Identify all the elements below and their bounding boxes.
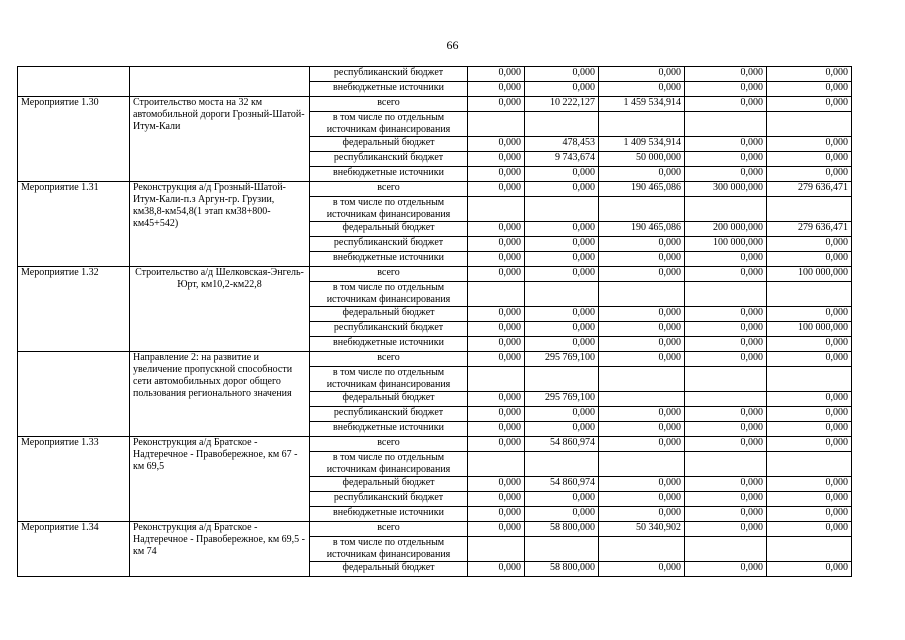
funding-source-cell: внебюджетные источники	[310, 82, 468, 97]
value-cell: 0,000	[767, 252, 852, 267]
value-cell: 0,000	[468, 407, 525, 422]
value-cell: 0,000	[599, 407, 685, 422]
value-cell: 0,000	[685, 562, 767, 577]
value-cell: 0,000	[685, 422, 767, 437]
value-cell	[767, 197, 852, 222]
funding-source-cell: республиканский бюджет	[310, 322, 468, 337]
value-cell	[525, 112, 599, 137]
value-cell: 0,000	[468, 222, 525, 237]
funding-source-cell: в том числе по отдельным источникам финансирования	[310, 197, 468, 222]
value-cell: 0,000	[685, 522, 767, 537]
value-cell: 0,000	[599, 562, 685, 577]
value-cell	[685, 392, 767, 407]
value-cell: 279 636,471	[767, 222, 852, 237]
value-cell: 200 000,000	[685, 222, 767, 237]
value-cell: 0,000	[468, 562, 525, 577]
value-cell: 58 800,000	[525, 522, 599, 537]
funding-source-cell: в том числе по отдельным источникам финансирования	[310, 282, 468, 307]
funding-source-cell: внебюджетные источники	[310, 422, 468, 437]
funding-source-cell: внебюджетные источники	[310, 252, 468, 267]
value-cell: 0,000	[685, 82, 767, 97]
value-cell: 0,000	[468, 67, 525, 82]
value-cell: 0,000	[685, 352, 767, 367]
page-number: 66	[446, 38, 459, 52]
value-cell: 54 860,974	[525, 477, 599, 492]
value-cell: 0,000	[468, 307, 525, 322]
value-cell: 0,000	[468, 152, 525, 167]
value-cell: 0,000	[468, 437, 525, 452]
funding-source-cell: всего	[310, 352, 468, 367]
budget-table	[17, 66, 852, 577]
value-cell: 100 000,000	[767, 322, 852, 337]
funding-source-cell: всего	[310, 182, 468, 197]
measure-cell: Мероприятие 1.34	[18, 522, 130, 577]
value-cell: 0,000	[767, 67, 852, 82]
value-cell: 0,000	[525, 307, 599, 322]
value-cell: 0,000	[685, 137, 767, 152]
funding-source-cell: федеральный бюджет	[310, 562, 468, 577]
funding-source-cell: федеральный бюджет	[310, 477, 468, 492]
value-cell: 0,000	[685, 337, 767, 352]
value-cell: 0,000	[525, 67, 599, 82]
value-cell: 0,000	[685, 507, 767, 522]
value-cell: 0,000	[767, 137, 852, 152]
value-cell: 100 000,000	[685, 237, 767, 252]
value-cell	[767, 452, 852, 477]
funding-source-cell: внебюджетные источники	[310, 337, 468, 352]
value-cell: 0,000	[525, 507, 599, 522]
value-cell: 0,000	[525, 267, 599, 282]
measure-name-cell: Строительство моста на 32 км автомобильной дороги Грозный-Шатой-Итум-Кали	[130, 97, 310, 182]
value-cell: 0,000	[599, 82, 685, 97]
value-cell	[767, 367, 852, 392]
value-cell: 0,000	[599, 352, 685, 367]
table-row	[18, 182, 852, 197]
value-cell	[767, 112, 852, 137]
value-cell: 0,000	[599, 422, 685, 437]
value-cell: 0,000	[767, 307, 852, 322]
value-cell: 0,000	[468, 237, 525, 252]
value-cell: 0,000	[599, 492, 685, 507]
value-cell	[685, 452, 767, 477]
value-cell: 0,000	[468, 492, 525, 507]
funding-source-cell: всего	[310, 267, 468, 282]
value-cell	[525, 197, 599, 222]
value-cell	[599, 367, 685, 392]
value-cell: 0,000	[525, 222, 599, 237]
value-cell	[468, 282, 525, 307]
value-cell	[468, 197, 525, 222]
funding-source-cell: внебюджетные источники	[310, 167, 468, 182]
value-cell: 0,000	[525, 252, 599, 267]
table-row	[18, 67, 852, 82]
value-cell: 0,000	[468, 522, 525, 537]
value-cell: 0,000	[599, 67, 685, 82]
value-cell: 0,000	[685, 437, 767, 452]
funding-source-cell: всего	[310, 97, 468, 112]
value-cell: 300 000,000	[685, 182, 767, 197]
value-cell	[599, 282, 685, 307]
value-cell: 0,000	[468, 422, 525, 437]
measure-cell	[18, 67, 130, 97]
value-cell: 190 465,086	[599, 182, 685, 197]
funding-source-cell: республиканский бюджет	[310, 407, 468, 422]
value-cell: 0,000	[767, 337, 852, 352]
value-cell: 10 222,127	[525, 97, 599, 112]
value-cell: 0,000	[525, 322, 599, 337]
value-cell: 478,453	[525, 137, 599, 152]
value-cell	[525, 452, 599, 477]
value-cell: 0,000	[685, 252, 767, 267]
value-cell: 0,000	[599, 507, 685, 522]
funding-source-cell: федеральный бюджет	[310, 307, 468, 322]
value-cell	[685, 537, 767, 562]
value-cell: 0,000	[767, 562, 852, 577]
value-cell: 0,000	[767, 437, 852, 452]
value-cell: 0,000	[767, 152, 852, 167]
value-cell: 0,000	[685, 477, 767, 492]
value-cell	[599, 537, 685, 562]
table-row	[18, 97, 852, 112]
value-cell: 279 636,471	[767, 182, 852, 197]
value-cell: 295 769,100	[525, 392, 599, 407]
value-cell: 0,000	[767, 477, 852, 492]
value-cell: 0,000	[525, 422, 599, 437]
value-cell	[468, 452, 525, 477]
table-row	[18, 437, 852, 452]
value-cell	[685, 367, 767, 392]
value-cell: 0,000	[599, 477, 685, 492]
value-cell: 0,000	[767, 392, 852, 407]
funding-source-cell: всего	[310, 522, 468, 537]
value-cell: 0,000	[599, 267, 685, 282]
value-cell: 0,000	[767, 352, 852, 367]
value-cell	[468, 367, 525, 392]
table-row	[18, 352, 852, 367]
value-cell	[767, 282, 852, 307]
value-cell: 0,000	[525, 167, 599, 182]
value-cell: 58 800,000	[525, 562, 599, 577]
measure-cell: Мероприятие 1.32	[18, 267, 130, 352]
table-row	[18, 522, 852, 537]
funding-source-cell: внебюджетные источники	[310, 507, 468, 522]
value-cell: 0,000	[767, 422, 852, 437]
value-cell: 50 340,902	[599, 522, 685, 537]
value-cell: 0,000	[685, 97, 767, 112]
value-cell: 295 769,100	[525, 352, 599, 367]
measure-cell	[18, 352, 130, 437]
value-cell: 190 465,086	[599, 222, 685, 237]
value-cell: 1 459 534,914	[599, 97, 685, 112]
funding-source-cell: в том числе по отдельным источникам финансирования	[310, 112, 468, 137]
funding-source-cell: в том числе по отдельным источникам финансирования	[310, 537, 468, 562]
value-cell: 0,000	[525, 182, 599, 197]
value-cell: 0,000	[599, 337, 685, 352]
funding-source-cell: федеральный бюджет	[310, 222, 468, 237]
funding-source-cell: республиканский бюджет	[310, 492, 468, 507]
measure-name-cell: Реконструкция а/д Грозный-Шатой-Итум-Кали-п.з Аргун-гр. Грузии, км38,8-км54,8(1 этап км38+800-км45+542)	[130, 182, 310, 267]
value-cell: 0,000	[468, 97, 525, 112]
value-cell: 0,000	[767, 407, 852, 422]
value-cell: 0,000	[468, 477, 525, 492]
value-cell: 0,000	[685, 322, 767, 337]
value-cell: 0,000	[599, 322, 685, 337]
value-cell: 0,000	[685, 167, 767, 182]
value-cell: 0,000	[685, 152, 767, 167]
value-cell: 0,000	[468, 337, 525, 352]
value-cell: 0,000	[468, 252, 525, 267]
value-cell	[599, 112, 685, 137]
value-cell: 0,000	[468, 392, 525, 407]
value-cell: 0,000	[525, 82, 599, 97]
value-cell: 0,000	[685, 492, 767, 507]
value-cell: 0,000	[599, 167, 685, 182]
value-cell	[525, 537, 599, 562]
value-cell	[525, 282, 599, 307]
funding-source-cell: в том числе по отдельным источникам финансирования	[310, 367, 468, 392]
value-cell	[468, 112, 525, 137]
value-cell	[599, 452, 685, 477]
value-cell: 0,000	[685, 67, 767, 82]
value-cell	[468, 537, 525, 562]
value-cell: 0,000	[599, 437, 685, 452]
value-cell	[599, 392, 685, 407]
value-cell	[525, 367, 599, 392]
funding-source-cell: всего	[310, 437, 468, 452]
value-cell: 0,000	[468, 352, 525, 367]
value-cell: 0,000	[767, 97, 852, 112]
funding-source-cell: республиканский бюджет	[310, 67, 468, 82]
value-cell: 0,000	[599, 307, 685, 322]
measure-name-cell: Направление 2: на развитие и увеличение пропускной способности сети автомобильных дорог общего пользования регионального значения	[130, 352, 310, 437]
measure-name-cell: Строительство а/д Шелковская-Энгель-Юрт, км10,2-км22,8	[130, 267, 310, 352]
measure-cell: Мероприятие 1.33	[18, 437, 130, 522]
measure-name-cell: Реконструкция а/д Братское - Надтеречное - Правобережное, км 67 - км 69,5	[130, 437, 310, 522]
value-cell: 0,000	[767, 82, 852, 97]
measure-name-cell: Реконструкция а/д Братское - Надтеречное - Правобережное, км 69,5 - км 74	[130, 522, 310, 577]
value-cell: 0,000	[468, 182, 525, 197]
value-cell: 1 409 534,914	[599, 137, 685, 152]
value-cell	[685, 112, 767, 137]
value-cell: 0,000	[767, 522, 852, 537]
value-cell: 0,000	[685, 407, 767, 422]
value-cell: 0,000	[468, 507, 525, 522]
table-row	[18, 267, 852, 282]
value-cell	[685, 282, 767, 307]
funding-source-cell: республиканский бюджет	[310, 237, 468, 252]
value-cell: 0,000	[767, 167, 852, 182]
value-cell: 0,000	[468, 137, 525, 152]
funding-source-cell: в том числе по отдельным источникам финансирования	[310, 452, 468, 477]
value-cell	[599, 197, 685, 222]
value-cell: 0,000	[599, 252, 685, 267]
value-cell: 0,000	[685, 267, 767, 282]
value-cell: 0,000	[525, 407, 599, 422]
value-cell: 54 860,974	[525, 437, 599, 452]
value-cell: 0,000	[525, 492, 599, 507]
value-cell: 0,000	[767, 237, 852, 252]
value-cell: 0,000	[767, 507, 852, 522]
value-cell: 0,000	[525, 237, 599, 252]
value-cell: 0,000	[468, 167, 525, 182]
value-cell: 0,000	[685, 307, 767, 322]
funding-source-cell: федеральный бюджет	[310, 137, 468, 152]
funding-source-cell: федеральный бюджет	[310, 392, 468, 407]
value-cell: 0,000	[468, 267, 525, 282]
value-cell: 0,000	[599, 237, 685, 252]
funding-source-cell: республиканский бюджет	[310, 152, 468, 167]
measure-name-cell	[130, 67, 310, 97]
value-cell: 0,000	[767, 492, 852, 507]
value-cell: 50 000,000	[599, 152, 685, 167]
value-cell	[767, 537, 852, 562]
value-cell: 0,000	[468, 322, 525, 337]
value-cell	[685, 197, 767, 222]
value-cell: 0,000	[468, 82, 525, 97]
measure-cell: Мероприятие 1.30	[18, 97, 130, 182]
value-cell: 0,000	[525, 337, 599, 352]
measure-cell: Мероприятие 1.31	[18, 182, 130, 267]
value-cell: 100 000,000	[767, 267, 852, 282]
value-cell: 9 743,674	[525, 152, 599, 167]
